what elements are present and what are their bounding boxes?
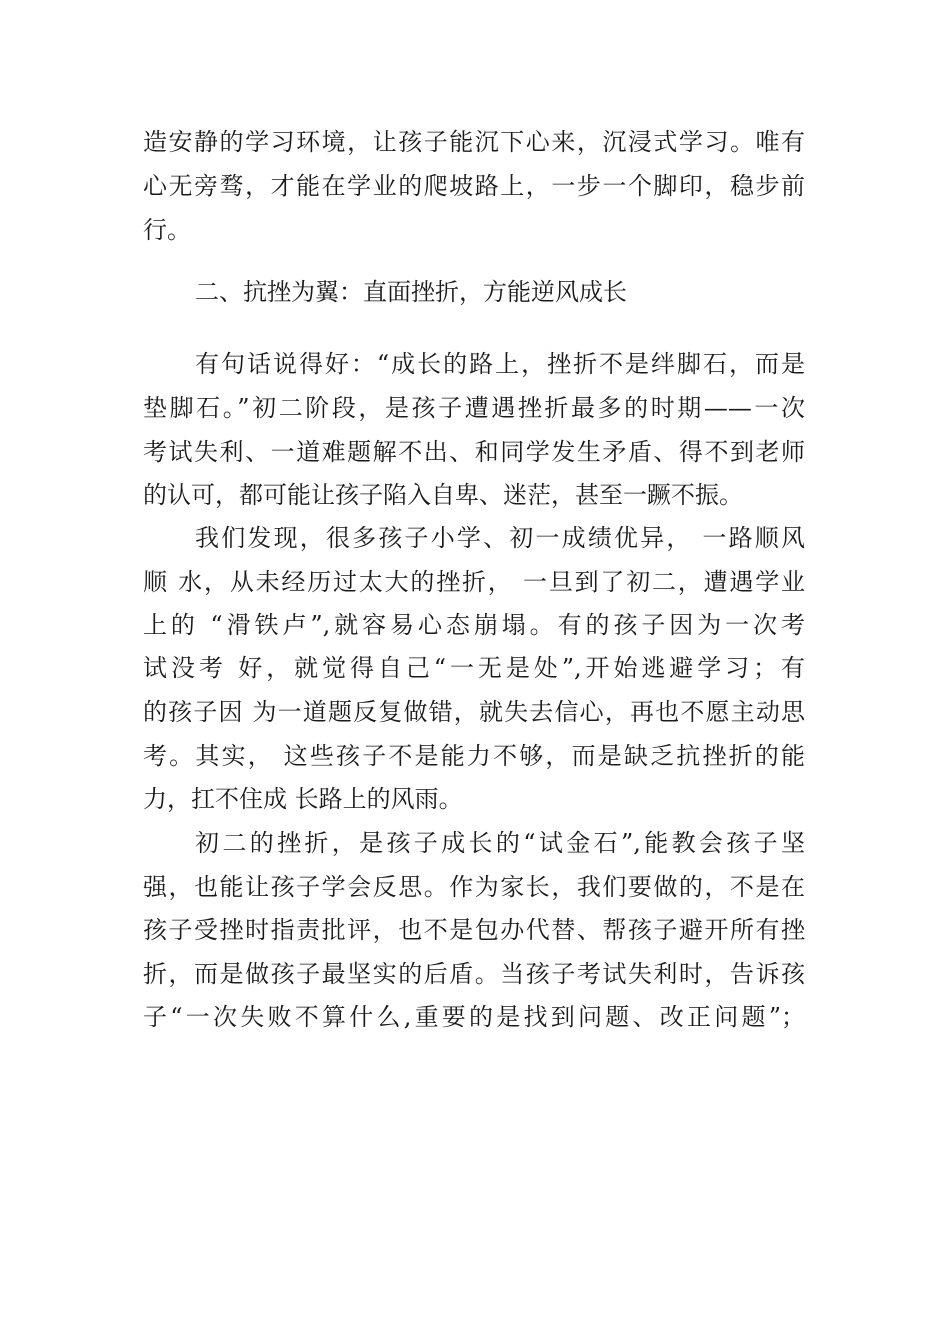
paragraph-line: 垫脚石。”初二阶段，是孩子遭遇挫折最多的时期——一次 xyxy=(143,394,805,422)
paragraph-line: 考试失利、一道难题解不出、和同学发生矛盾、得不到老师 xyxy=(143,438,805,466)
paragraph-line: 力，扛不住成 长路上的风雨。 xyxy=(143,785,463,813)
paragraph-line: 顺 水，从未经历过太大的挫折， 一旦到了初二，遭遇学业 xyxy=(143,568,805,596)
paragraph-line: 我们发现，很多孩子小学、初一成绩优异， 一路顺风 xyxy=(195,524,805,552)
paragraph-line: 折，而是做孩子最坚实的后盾。当孩子考试失利时，告诉孩 xyxy=(143,960,805,988)
paragraph-line: 试没考 好，就觉得自己“一无是处”,开始逃避学习；有 xyxy=(143,654,805,682)
paragraph-line: 孩子受挫时指责批评，也不是包办代替、帮孩子避开所有挫 xyxy=(143,916,805,944)
paragraph-line: 有句话说得好：“成长的路上，挫折不是绊脚石，而是 xyxy=(195,350,805,378)
paragraph-line: 初二的挫折，是孩子成长的“试金石”,能教会孩子坚 xyxy=(195,829,805,857)
paragraph-line: 子“一次失败不算什么,重要的是找到问题、改正问题”； xyxy=(143,1003,805,1031)
paragraph-line: 的认可，都可能让孩子陷入自卑、迷茫，甚至一蹶不振。 xyxy=(143,481,743,509)
paragraph-line: 造安静的学习环境，让孩子能沉下心来，沉浸式学习。唯有 xyxy=(143,128,805,156)
paragraph-line: 行。 xyxy=(143,216,191,244)
paragraph-line: 上的 “滑铁卢”,就容易心态崩塌。有的孩子因为一次考 xyxy=(143,611,805,639)
paragraph-line: 强，也能让孩子学会反思。作为家长，我们要做的，不是在 xyxy=(143,873,805,901)
paragraph-line: 考。其实， 这些孩子不是能力不够，而是缺乏抗挫折的能 xyxy=(143,742,805,770)
section-heading: 二、抗挫为翼：直面挫折，方能逆风成长 xyxy=(195,278,627,306)
paragraph-line: 的孩子因 为一道题反复做错，就失去信心，再也不愿主动思 xyxy=(143,698,805,726)
paragraph-line: 心无旁骛，才能在学业的爬坡路上，一步一个脚印，稳步前 xyxy=(143,172,805,200)
